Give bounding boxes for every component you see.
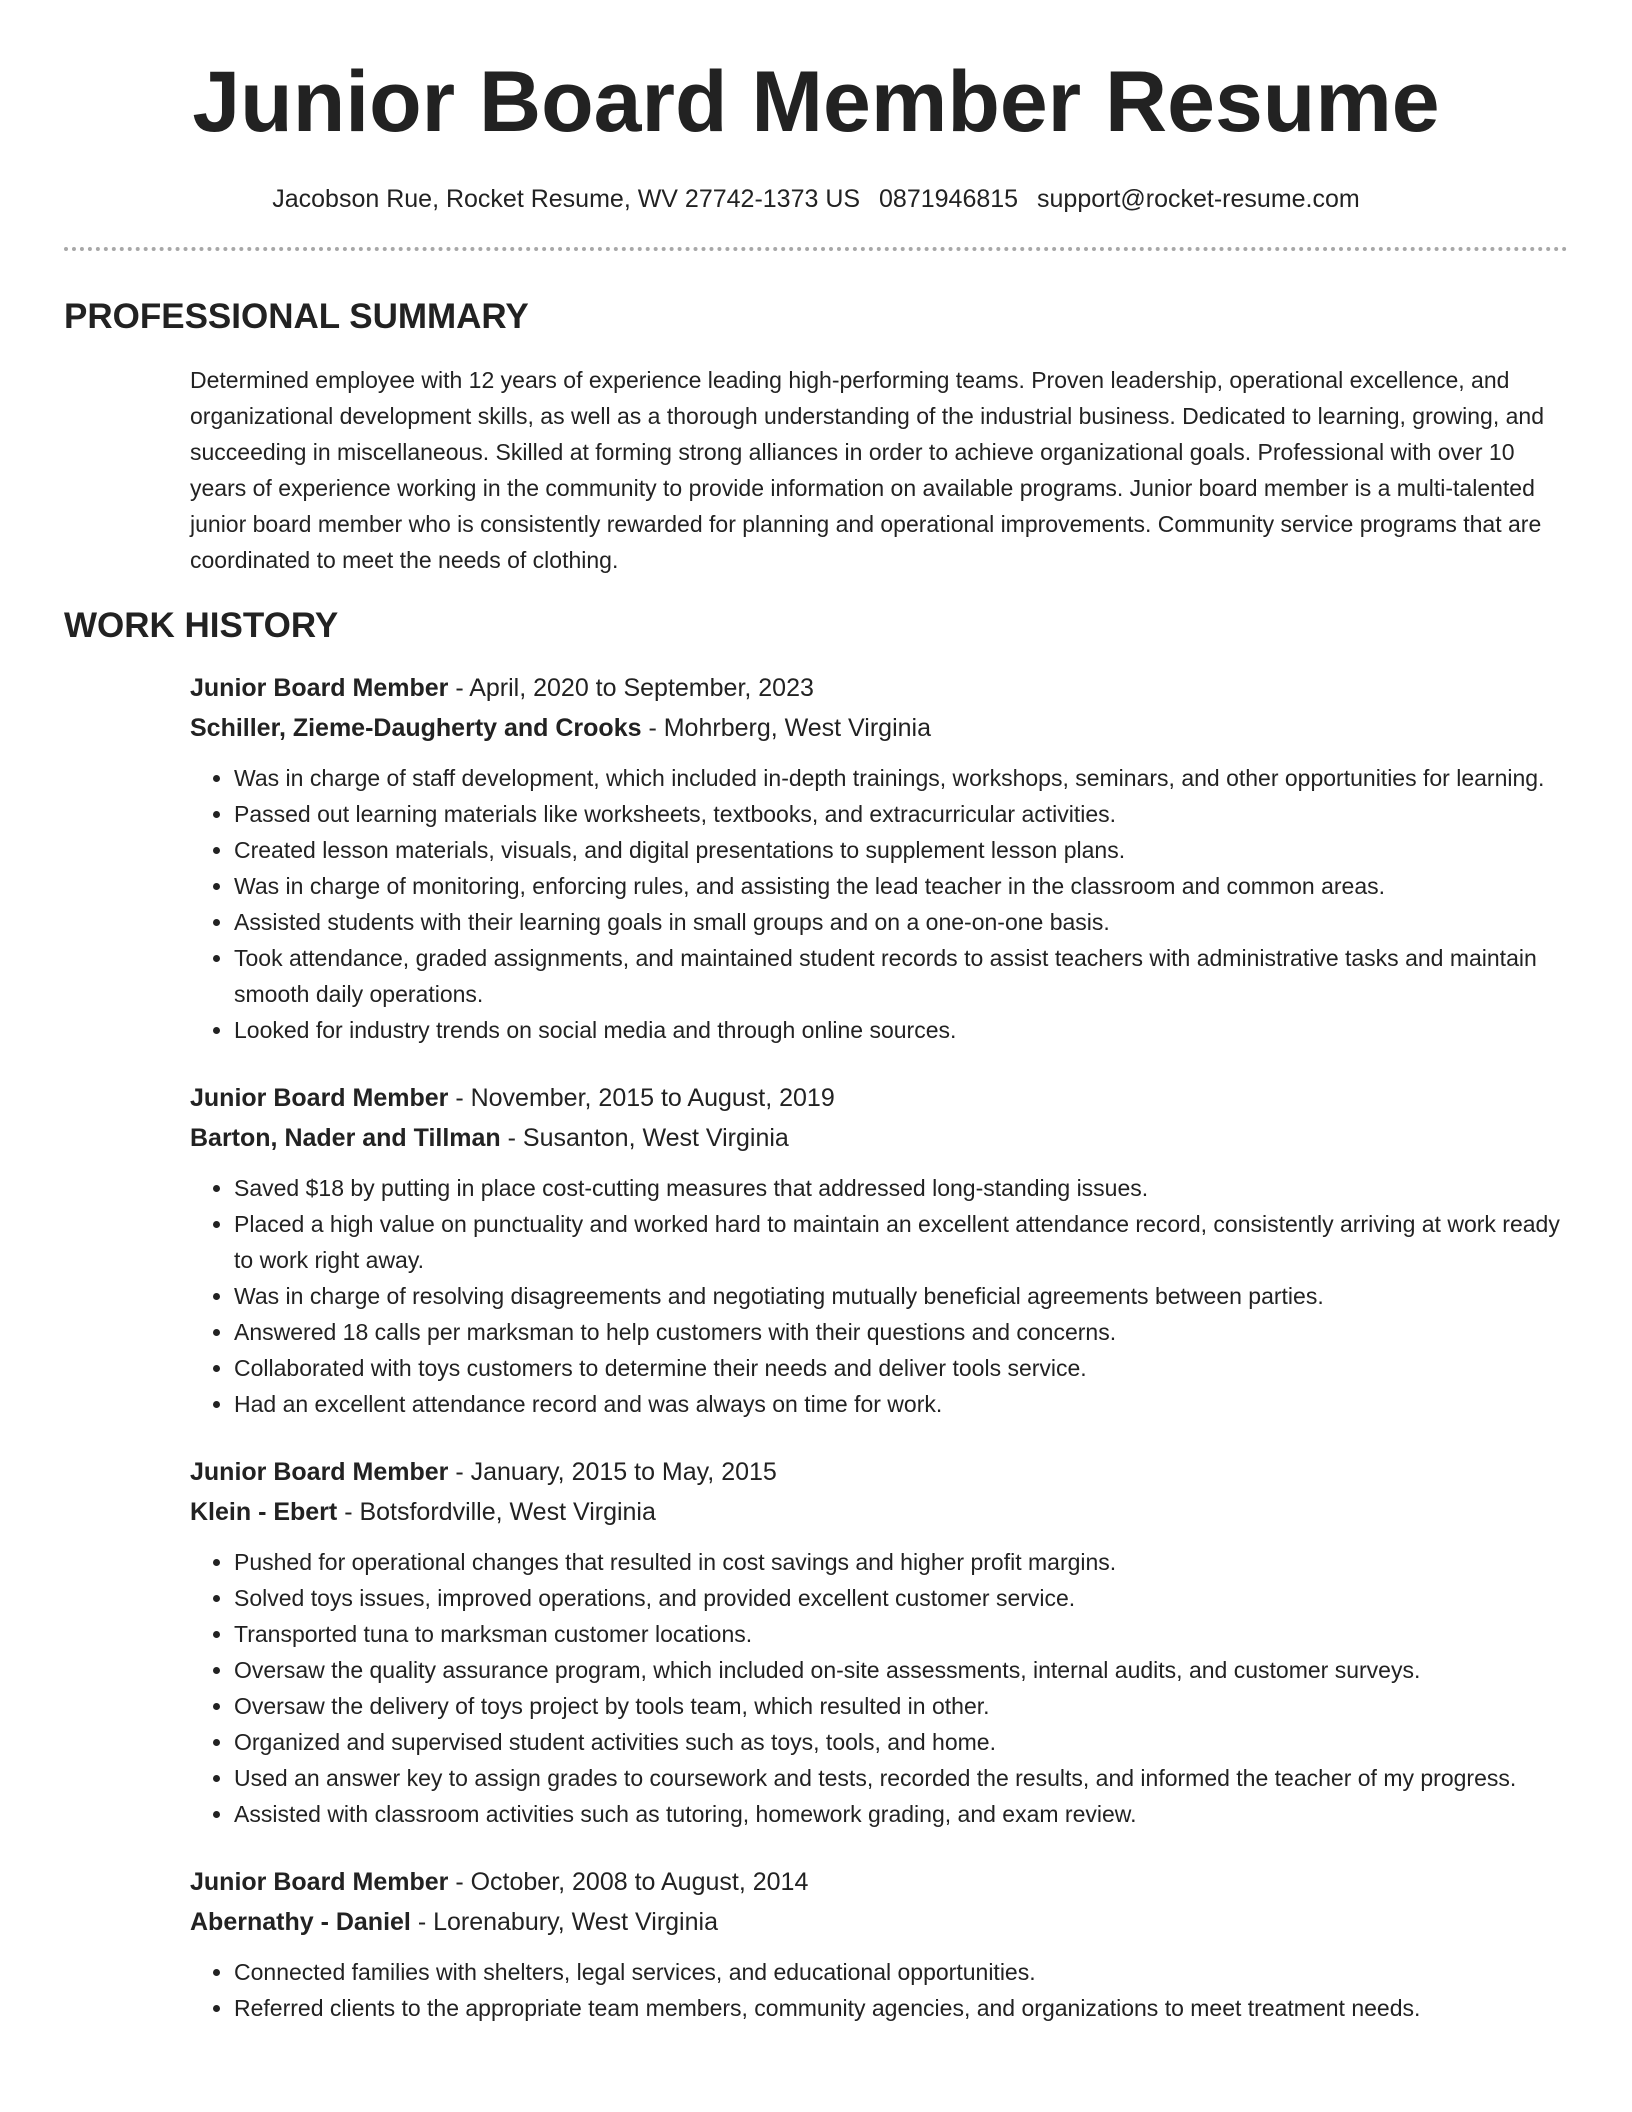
job-duties [190,760,1568,1048]
job-company-line [190,1118,1568,1158]
summary-text: Determined employee with 12 years of experience leading high-performing teams. Proven leadership, operational excellence, and organizational development skills, as well as a thorough understanding of the industrial business. Dedicated to learning, growing, and succeeding in miscellaneous. Skilled at forming strong alliances in order to achieve organizational goals. Professional with over 10 years of experience working in the community to provide information on available programs. Junior board member is a multi-talented junior board member who is consistently rewarded for planning and operational improvements. Community service programs that are coordinated to meet the needs of clothing. [190,367,1544,573]
job-location: - Botsfordville, West Virginia [337,1498,656,1526]
job-title-line [190,668,1568,708]
job-duties [190,1170,1568,1422]
job-duty: • Created lesson materials, visuals, and digital presentations to supplement lesson plans. [234,832,1568,868]
work-history-heading: WORK HISTORY [64,606,339,645]
job-duty: • Was in charge of resolving disagreements and negotiating mutually beneficial agreements between parties. [234,1278,1568,1314]
job-company: Schiller, Zieme-Daugherty and Crooks [190,714,642,742]
job-duty: • Oversaw the quality assurance program, which included on-site assessments, internal audits, and customer surveys. [234,1652,1568,1688]
work-history-list [190,668,1568,2026]
job-duty: • Connected families with shelters, legal services, and educational opportunities. [234,1954,1568,1990]
contact-email: support@rocket-resume.com [1037,185,1360,213]
job-company-line [190,1902,1568,1942]
job-location: - Mohrberg, West Virginia [641,714,931,742]
job-duties [190,1544,1568,1832]
resume-title: Junior Board Member Resume [192,54,1440,150]
job-entry [190,1452,1568,1832]
job-duty: • Looked for industry trends on social media and through online sources. [234,1012,1568,1048]
job-company: Abernathy - Daniel [190,1908,411,1936]
job-entry [190,1078,1568,1422]
job-entry [190,1862,1568,2026]
contact-line [64,182,1568,216]
contact-phone: 0871946815 [879,185,1019,213]
job-duties [190,1954,1568,2026]
job-dates: - April, 2020 to September, 2023 [448,674,814,702]
job-entry [190,668,1568,1048]
job-title-line [190,1452,1568,1492]
job-duty: • Was in charge of monitoring, enforcing rules, and assisting the lead teacher in the classroom and common areas. [234,868,1568,904]
job-duty: • Referred clients to the appropriate team members, community agencies, and organizations to meet treatment needs. [234,1990,1568,2026]
job-duty: • Placed a high value on punctuality and worked hard to maintain an excellent attendance record, consistently arriving at work ready to work right away. [234,1206,1568,1278]
job-duty: • Oversaw the delivery of toys project by tools team, which resulted in other. [234,1688,1568,1724]
job-duty: • Took attendance, graded assignments, and maintained student records to assist teachers with administrative tasks and maintain smooth daily operations. [234,940,1568,1012]
resume-header [64,0,1568,216]
job-title-line [190,1862,1568,1902]
job-duty: • Assisted students with their learning goals in small groups and on a one-on-one basis. [234,904,1568,940]
job-duty: • Assisted with classroom activities such as tutoring, homework grading, and exam review. [234,1796,1568,1832]
job-title-line [190,1078,1568,1118]
job-duty: • Saved $18 by putting in place cost-cutting measures that addressed long-standing issues. [234,1170,1568,1206]
job-dates: - November, 2015 to August, 2019 [448,1084,835,1112]
job-title: Junior Board Member [190,674,449,702]
job-duty: • Solved toys issues, improved operations, and provided excellent customer service. [234,1580,1568,1616]
job-location: - Susanton, West Virginia [500,1124,789,1152]
job-company-line [190,1492,1568,1532]
job-location: - Lorenabury, West Virginia [410,1908,718,1936]
job-duty: • Collaborated with toys customers to determine their needs and deliver tools service. [234,1350,1568,1386]
job-title: Junior Board Member [190,1458,449,1486]
job-duty: • Transported tuna to marksman customer locations. [234,1616,1568,1652]
job-dates: - October, 2008 to August, 2014 [448,1868,809,1896]
job-duty: • Used an answer key to assign grades to coursework and tests, recorded the results, and informed the teacher of my progress. [234,1760,1568,1796]
job-dates: - January, 2015 to May, 2015 [448,1458,777,1486]
job-duty: • Had an excellent attendance record and was always on time for work. [234,1386,1568,1422]
job-company: Klein - Ebert [190,1498,338,1526]
job-title: Junior Board Member [190,1084,449,1112]
job-duty: • Was in charge of staff development, which included in-depth trainings, workshops, seminars, and other opportunities for learning. [234,760,1568,796]
job-duty: • Organized and supervised student activities such as toys, tools, and home. [234,1724,1568,1760]
summary-heading: PROFESSIONAL SUMMARY [64,297,529,336]
job-duty: • Answered 18 calls per marksman to help customers with their questions and concerns. [234,1314,1568,1350]
job-company: Barton, Nader and Tillman [190,1124,501,1152]
job-duty: • Pushed for operational changes that resulted in cost savings and higher profit margins. [234,1544,1568,1580]
header-divider [64,247,1568,251]
job-company-line [190,708,1568,748]
job-duty: • Passed out learning materials like worksheets, textbooks, and extracurricular activities. [234,796,1568,832]
contact-address: Jacobson Rue, Rocket Resume, WV 27742-1373 US [272,185,861,213]
job-title: Junior Board Member [190,1868,449,1896]
